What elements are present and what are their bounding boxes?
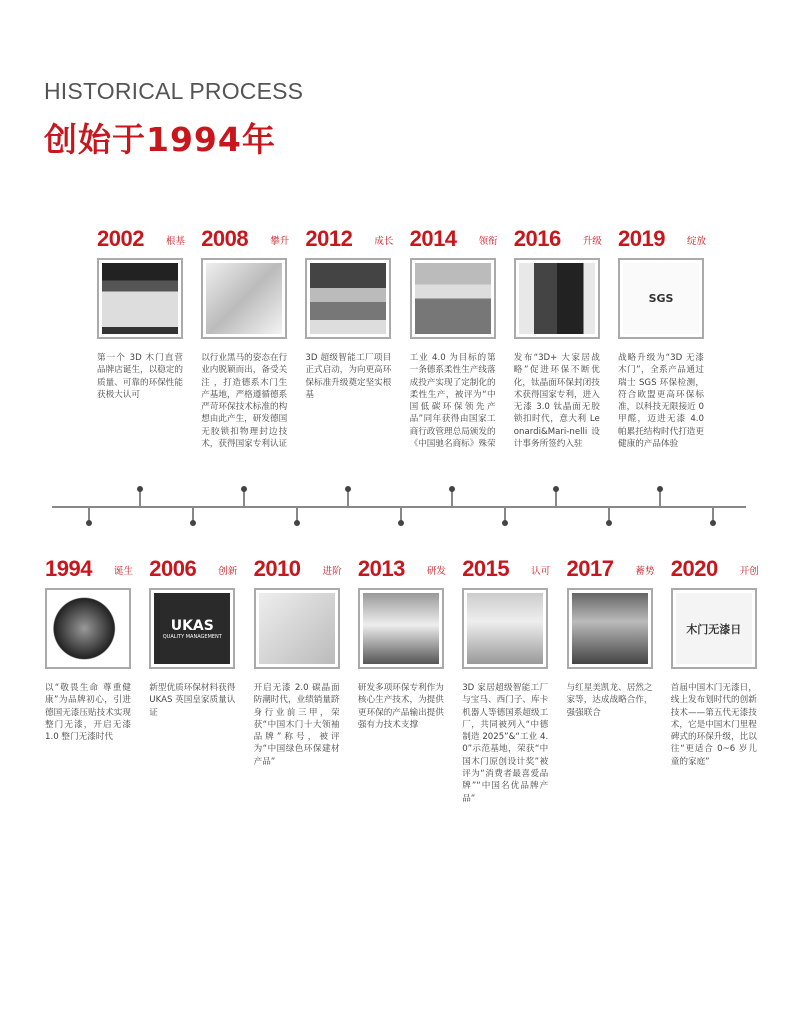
timeline-item-2015 [462, 556, 552, 805]
milestone-description: 以“敬畏生命 尊重健康”为品牌初心，引进德国无漆压贴技术实现整门无漆，开启无漆 1.0 整门无漆时代 [45, 683, 131, 743]
year: 2017 [566, 556, 614, 581]
milestone-photo [410, 258, 496, 339]
logo-text: SGS [648, 292, 674, 305]
year: 2002 [97, 226, 144, 251]
milestone-description: 研发多项环保专利作为核心生产技术，为提供更环保的产品输出提供强有力技术支撑 [357, 683, 444, 730]
year: 1994 [45, 556, 92, 581]
timeline-dot [398, 520, 404, 526]
section-title-en: HISTORICAL PROCESS [44, 78, 304, 104]
milestone-photo [462, 588, 548, 669]
timeline-dot [294, 520, 300, 526]
year: 2008 [201, 226, 249, 251]
milestone-photo [149, 588, 235, 669]
stage-tag: 攀升 [270, 236, 290, 247]
section-title-cn: 创始于1994年 [44, 120, 276, 159]
milestone-description: 第一个 3D 木门直营品牌店诞生，以稳定的质量、可靠的环保性能获极大认可 [97, 353, 183, 400]
year: 2016 [513, 226, 561, 251]
timeline-item-2006 [149, 556, 239, 719]
milestone-photo [618, 258, 704, 339]
timeline-item-2002 [97, 226, 187, 401]
milestone-photo [97, 258, 183, 339]
year: 2006 [149, 556, 197, 581]
logo-text: 木门无漆日 [686, 622, 742, 636]
stage-tag: 创新 [218, 566, 238, 577]
stage-tag: 进阶 [322, 566, 342, 577]
timeline-item-2008 [201, 226, 291, 450]
timeline-item-2014 [410, 226, 500, 450]
milestone-photo [201, 258, 287, 339]
stage-tag: 领衔 [478, 236, 498, 247]
timeline-dot [86, 520, 92, 526]
milestone-description: 3D 家居超级智能工厂与宝马、西门子、库卡机器人等德国系超级工厂，共同被列入“中德制造 2025”&“工业 4.0”示范基地，荣获“中国木门原创设计奖”被评为“消费者最喜爱品牌”“中国名优品牌产品” [462, 683, 549, 804]
milestone-description: 与红星美凯龙、居然之家等，达成战略合作，强强联合 [566, 683, 653, 718]
timeline-item-2010 [254, 556, 344, 768]
year: 2010 [253, 556, 301, 581]
timeline-axis [52, 506, 746, 508]
stage-tag: 升级 [582, 236, 602, 247]
year: 2013 [357, 556, 405, 581]
timeline-dot [241, 486, 247, 492]
timeline-item-2020 [671, 556, 761, 768]
year: 2020 [670, 556, 718, 581]
milestone-photo [305, 258, 391, 339]
stage-tag: 成长 [374, 236, 394, 247]
milestone-photo [567, 588, 653, 669]
milestone-photo [514, 258, 600, 339]
year: 2012 [305, 226, 353, 251]
milestone-description: 以行业黑马的姿态在行业内脱颖而出，备受关注 ，打造德系木门生产基地，严格遵循德系严苛环保技术标准的构想由此产生，研发德国无胶锁扣物理封边技术，获得国家专利认证 [201, 353, 288, 450]
milestone-photo [45, 588, 131, 669]
milestone-photo [358, 588, 444, 669]
stage-tag: 绽放 [686, 236, 706, 247]
milestone-description: 开启无漆 2.0 碳晶面防潮时代，业绩销量跻身行业前三甲，荣获“中国木门十大领袖品牌”称号，被评为“中国绿色环保建材产品” [253, 683, 340, 767]
milestone-description: 发布“3D+ 大家居战略”促进环保不断优化，钛晶面环保封闭技术获得国家专利，进入无漆 3.0 钛晶面无胶锁扣时代，意大利 Leonardi&Mari-nelli 设计事务所签约入驻 [513, 353, 600, 450]
milestone-photo [671, 588, 757, 669]
timeline-item-2012 [305, 226, 395, 401]
logo-text: UKAS [170, 617, 214, 634]
timeline-dot [710, 520, 716, 526]
timeline-dot [190, 520, 196, 526]
timeline-dot [657, 486, 663, 492]
timeline-dot [345, 486, 351, 492]
milestone-description: 工业 4.0 为目标的第一条德系柔性生产线落成投产实现了定制化的柔性生产，被评为“中国低碳环保领先产品”同年获得由国家工商行政管理总局颁发的《中国驰名商标》殊荣 [409, 353, 496, 450]
timeline-item-2013 [358, 556, 448, 731]
timeline-dot [137, 486, 143, 492]
milestone-description: 战略升级为“3D 无漆木门”，全系产品通过瑞士 SGS 环保检测，符合欧盟更高环保标准，以科技无限接近 0 甲醛，迈进无漆 4.0 帕累托结构时代打造更健康的产品体验 [618, 353, 704, 450]
stage-tag: 诞生 [113, 566, 133, 577]
stage-tag: 根基 [165, 236, 185, 247]
timeline-dot [449, 486, 455, 492]
timeline-item-2016 [514, 226, 604, 450]
stage-tag: 蓄势 [635, 566, 655, 577]
stage-tag: 认可 [531, 566, 551, 577]
stage-tag: 研发 [426, 566, 446, 577]
timeline-dot [553, 486, 559, 492]
timeline-item-2017 [567, 556, 657, 719]
timeline-item-2019 [618, 226, 708, 450]
year: 2014 [409, 226, 457, 251]
stage-tag: 开创 [739, 566, 759, 577]
milestone-description: 3D 超级智能工厂项目正式启动，为向更高环保标准升级奠定坚实根基 [305, 353, 392, 400]
milestone-photo [254, 588, 340, 669]
year: 2019 [618, 226, 665, 251]
milestone-description: 新型优质环保材料获得 UKAS 英国皇家质量认证 [149, 683, 236, 718]
timeline-item-1994 [45, 556, 135, 743]
logo-subtext: QUALITY MANAGEMENT [162, 633, 222, 640]
year: 2015 [462, 556, 510, 581]
milestone-description: 首届中国木门无漆日，线上发布划时代的创新技术——第五代无漆技术，它是中国木门里程碑式的环保升级，比以往“更适合 0~6 岁儿童的家庭” [670, 683, 757, 767]
timeline-dot [502, 520, 508, 526]
timeline-dot [606, 520, 612, 526]
